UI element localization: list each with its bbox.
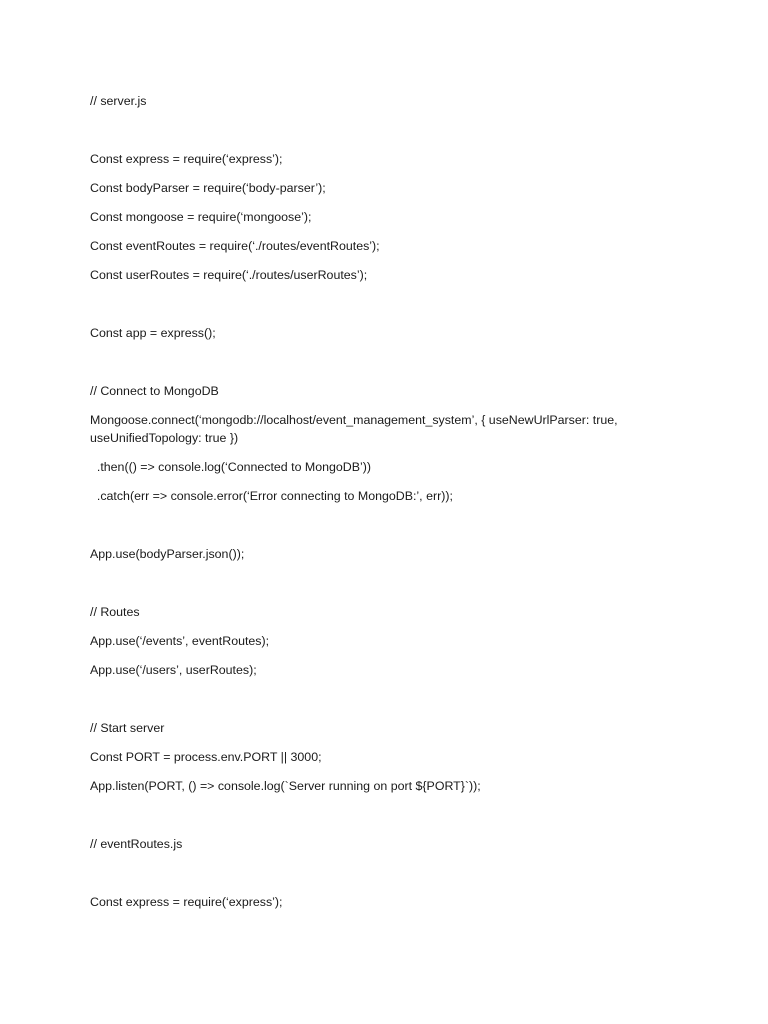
code-line-require-body-parser: Const bodyParser = require(‘body-parser’);	[90, 181, 326, 195]
code-line-require-express-2: Const express = require(‘express’);	[90, 895, 283, 909]
code-line-require-user-routes: Const userRoutes = require(‘./routes/userRoutes’);	[90, 268, 368, 282]
code-line-app-listen: App.listen(PORT, () => console.log(`Server running on port ${PORT}`));	[90, 779, 481, 793]
empty-paragraph	[90, 121, 670, 139]
empty-paragraph	[90, 806, 670, 824]
code-line-use-body-parser: App.use(bodyParser.json());	[90, 547, 245, 561]
empty-paragraph	[90, 295, 670, 313]
empty-paragraph	[90, 690, 670, 708]
code-comment-connect-mongodb: // Connect to MongoDB	[90, 384, 219, 398]
code-line-const-port: Const PORT = process.env.PORT || 3000;	[90, 750, 322, 764]
code-comment-routes: // Routes	[90, 605, 140, 619]
code-line-then: .then(() => console.log(‘Connected to MongoDB’))	[90, 460, 372, 474]
code-line-require-express: Const express = require(‘express’);	[90, 152, 283, 166]
empty-paragraph	[90, 353, 670, 371]
code-line-require-event-routes: Const eventRoutes = require(‘./routes/eventRoutes’);	[90, 239, 380, 253]
empty-paragraph	[90, 516, 670, 534]
document-body	[90, 92, 670, 922]
code-line-use-events: App.use(‘/events’, eventRoutes);	[90, 634, 270, 648]
code-line-use-users: App.use(‘/users’, userRoutes);	[90, 663, 257, 677]
code-comment-event-routes-js: // eventRoutes.js	[90, 837, 183, 851]
code-line-const-app: Const app = express();	[90, 326, 216, 340]
code-line-catch: .catch(err => console.error(‘Error connecting to MongoDB:’, err));	[90, 489, 453, 503]
code-comment-server-js: // server.js	[90, 94, 147, 108]
empty-paragraph	[90, 864, 670, 882]
code-line-mongoose-connect: Mongoose.connect(‘mongodb://localhost/event_management_system’, { useNewUrlParser: true, useUnifiedTopology: true })	[90, 413, 622, 445]
empty-paragraph	[90, 574, 670, 592]
code-line-require-mongoose: Const mongoose = require(‘mongoose’);	[90, 210, 312, 224]
code-comment-start-server: // Start server	[90, 721, 165, 735]
